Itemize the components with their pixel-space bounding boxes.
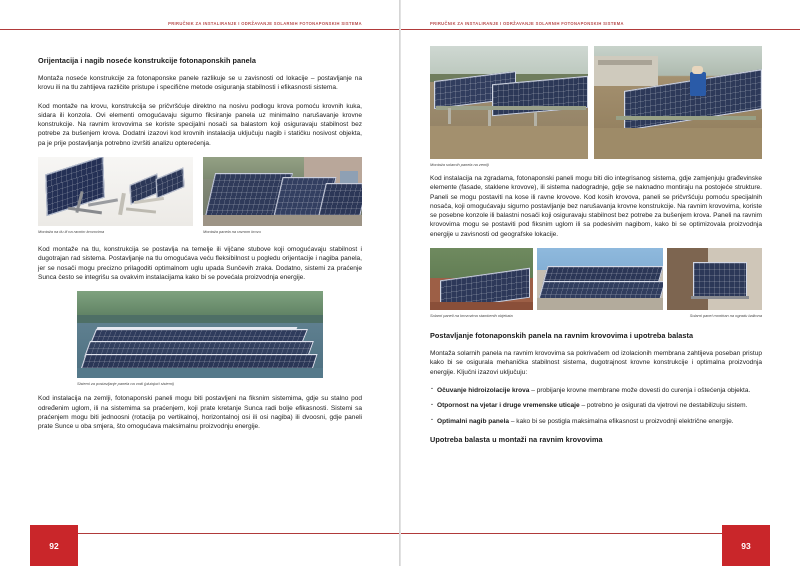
middle-caption-row <box>430 310 762 318</box>
page-number-left: 92 <box>30 525 78 566</box>
footer-left <box>0 525 400 566</box>
page-number-right: 93 <box>722 525 770 566</box>
bullet-text: – kako bi se postigla maksimalna efikasnost u proizvodnji električne energije. <box>509 417 734 425</box>
section-heading-2: Upotreba balasta u montaži na ravnim krovovima <box>430 434 603 444</box>
header-rule <box>0 29 400 30</box>
paragraph-2: Montaža solarnih panela na ravnim krovovima sa pokrivačem od izolacionih membrana zahtijeva poseban pristup kako bi se osigurala mehanička stabilnost sistema, dugotrajnost krovne konstrukcije i optimalna proizvodnja energije. Ključni izazovi uključuju: <box>430 350 762 376</box>
footer-right <box>400 525 800 566</box>
section-heading: Orijentacija i nagib noseće konstrukcije fotonaponskih panela <box>38 56 256 65</box>
section-heading: Postavljanje fotonaponskih panela na ravnim krovovima i upotreba balasta <box>430 331 694 341</box>
figure-caption-1: Montaža na tlu ili na ravnim krovovima <box>38 229 105 235</box>
bullet-term: Očuvanje hidroizolacije krova <box>437 386 530 394</box>
photo-floating-solar <box>77 291 323 378</box>
list-item <box>430 417 762 426</box>
figure-row-top <box>430 46 762 159</box>
spread-gutter <box>399 0 401 566</box>
figure-ground-mount <box>38 157 193 234</box>
paragraph-3: Kod montaže na tlu, konstrukcija se postavlja na temelje ili vijčane stubove koji omogućavaju stabilnost i dugotrajan rad sistema. Postavljanje na tlu omogućava veću fleksibilnost u pogledu orijentacije i nagiba panela, jer se nosači mogu precizno prilagoditi optimalnom uglu upada Sunčevih zraka. Dodatno, sistemi za praćenje Sunca često se integrišu sa ovakvim instalacijama kako bi se povećala proizvodnja energije. <box>38 246 362 281</box>
list-item <box>430 386 762 395</box>
challenges-list <box>430 386 762 426</box>
figure-row-1 <box>38 157 362 234</box>
paragraph-2: Kod montaže na krovu, konstrukcija se pričvršćuje direktno na nosivu podlogu krova pomoću krovnih kuka, sidara ili konzola. Ovi elementi omogućavaju sigurno fiksiranje panela uz minimalno narušavanje krovne konstrukcije. Na ravnim krovovima se koriste specijalni nosači sa balastom koji osiguravaju stabilnost bez potrebe za bušenjem krova. Dodatni izazovi kod krovnih instalacija uključuju nagib i statičku nosivost objekta, pa je prije postavljanja potrebno izvršiti analizu opterećenja. <box>38 102 362 147</box>
page-right <box>400 0 800 566</box>
figure-caption-3: Sistemi za postavljanje panela na vodi (plutajući sistemi) <box>77 381 175 387</box>
figure-floating-solar <box>77 291 323 386</box>
paragraph-1: Kod instalacija na zgradama, fotonaponski paneli mogu biti dio integrisanog sistema, gdje zamjenjuju građevinske elemente (fasade, staklene krovove), ili sistema nadogradnje, gdje se naknadno montiraju na postojeće strukture. Paneli se mogu postaviti na kose ili ravne krovove. Kod kosih krovova, paneli se pričvršćuju pomoću specijalnih nosača, koji omogućavaju sigurno postavljanje bez narušavanja krovne konstrukcije. Na ravnim krovovima, koriste se posebne konzole ili balastni nosači koji osiguravaju stabilnost bez potrebe za bušenjem krova. Paneli na ravnim krovovima mogu se postaviti pod fiksnim uglom ili sa podesivim nagibom, kako bi se optimizovala proizvodnja energije u zavisnosti od geografske lokacije. <box>430 175 762 238</box>
running-header-right <box>430 18 762 40</box>
photo-ground-array-left <box>430 46 588 159</box>
running-header-text: PRIRUČNIK ZA INSTALIRANJE I ODRŽAVANJE SOLARNIH FOTONAPONSKIH SISTEMA <box>168 21 362 26</box>
bullet-term: Otpornost na vjetar i druge vremenske uticaje <box>437 402 580 410</box>
figure-caption-top: Montaža solarnih panela na zemlji <box>430 162 489 167</box>
bullet-text: – probijanje krovne membrane može dovesti do curenja i oštećenja objekta. <box>529 386 751 394</box>
figure-row-middle <box>430 248 762 310</box>
list-item <box>430 401 762 410</box>
figure-flat-roof <box>203 157 362 234</box>
figure-caption-balcony: Solarni panel montiran na ogradu balkona <box>689 313 762 319</box>
photo-ground-mount <box>38 157 193 226</box>
photo-tile-roof <box>430 248 533 310</box>
footer-rule <box>400 533 770 534</box>
photo-ground-array-right <box>594 46 762 159</box>
bullet-text: – potrebno je osigurati da vjetrovi ne destabilizuju sistem. <box>579 402 748 410</box>
paragraph-4: Kod instalacija na zemlji, fotonaponski paneli mogu biti postavljeni na fiksnim sistemima, gdje su stalno pod određenim uglom, ili na sistemima sa praćenjem, koji prate kretanje Sunca radi bolje efikasnosti. Sistemi sa praćenjem mogu biti jednoosni (rotacija po vertikalnoj, horizontalnoj osi ili osi nagiba) ili dvoosni, gdje paneli prate Sunce u oba smjera, što omogućava maksimalnu proizvodnju energije. <box>38 395 362 431</box>
figure-caption-residential: Solarni paneli na krovovima stambenih objekata <box>430 313 513 319</box>
photo-blue-roof-array <box>537 248 663 310</box>
figure-caption-2: Montaža panela na ravnom krovu <box>203 229 261 235</box>
running-header-left <box>38 18 362 40</box>
header-rule <box>400 29 800 30</box>
footer-rule <box>30 533 400 534</box>
photo-balcony-panel <box>667 248 762 310</box>
photo-flat-roof <box>203 157 362 226</box>
paragraph-1: Montaža noseće konstrukcije za fotonaponske panele razlikuje se u zavisnosti od lokacije – postavljanje na krovu ili na tlu zahtijeva različite pristupe i specifične metode osiguranja stabilnosti i efikasnosti sistema. <box>38 75 362 92</box>
bullet-term: Optimalni nagib panela <box>437 417 510 425</box>
running-header-text: PRIRUČNIK ZA INSTALIRANJE I ODRŽAVANJE SOLARNIH FOTONAPONSKIH SISTEMA <box>430 21 624 26</box>
